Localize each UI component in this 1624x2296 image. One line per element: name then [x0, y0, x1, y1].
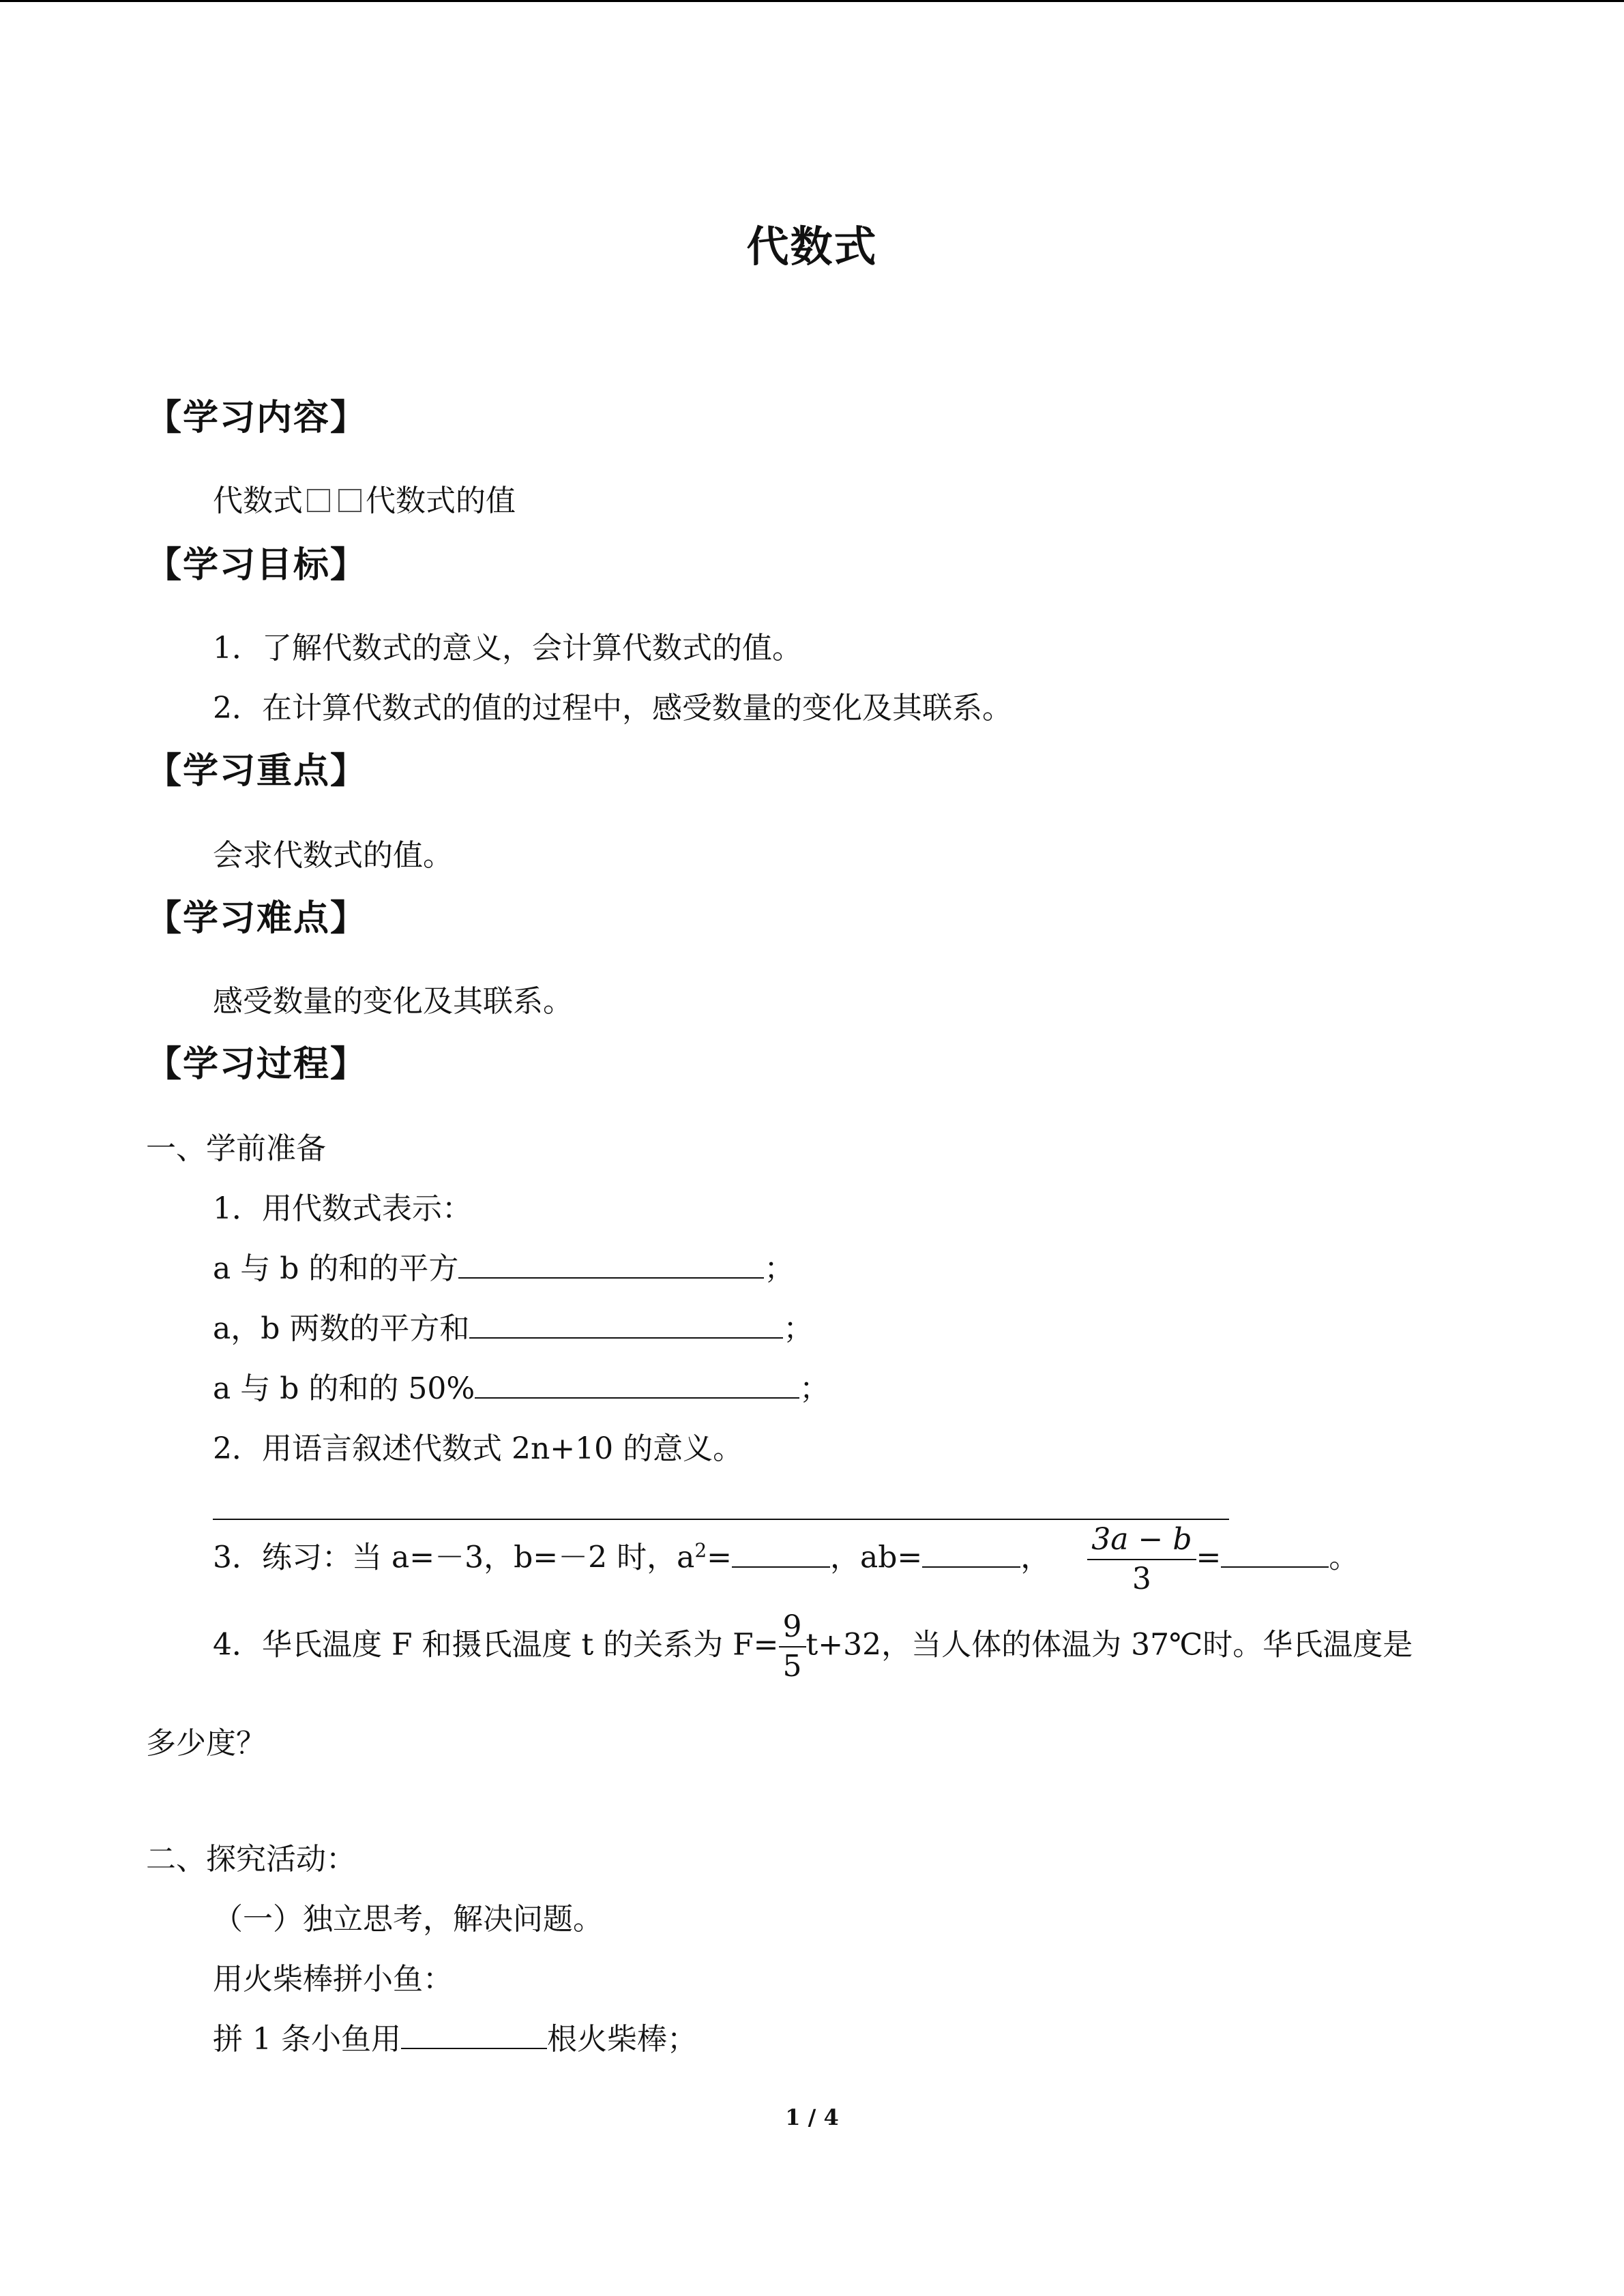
q1b-text: a，b 两数的平方和 — [213, 1311, 470, 1346]
q4-prefix: 4．华氏温度 F 和摄氏温度 t 的关系为 F= — [213, 1627, 779, 1663]
q3-fraction — [1087, 1522, 1196, 1596]
fraction-numerator: 3a − b — [1087, 1525, 1196, 1560]
q3-end: 。 — [1329, 1540, 1359, 1575]
semicolon: ； — [783, 1311, 814, 1346]
part2-line2 — [213, 2014, 697, 2058]
q1b — [213, 1304, 813, 1347]
fraction-denominator: 5 — [782, 1649, 802, 1684]
section-heading-key: 【学习重点】 — [146, 750, 368, 792]
q3 — [213, 1522, 1359, 1596]
q1c-text: a 与 b 的和的 50% — [213, 1371, 475, 1406]
section-heading-process: 【学习过程】 — [146, 1043, 368, 1085]
q1a-text: a 与 b 的和的平方 — [213, 1251, 459, 1286]
part2-line1: 用火柴棒拼小鱼： — [213, 1962, 453, 1997]
answer-blank[interactable] — [475, 1370, 799, 1399]
top-border — [0, 0, 1624, 2]
answer-blank[interactable] — [469, 1310, 783, 1339]
fraction-numerator: 9 — [779, 1612, 806, 1648]
q2: 2．用语言叙述代数式 2n+10 的意义。 — [213, 1431, 743, 1466]
q3-eq: = — [707, 1540, 733, 1575]
q3-sup: 2 — [694, 1538, 707, 1562]
missing-glyph-icon — [307, 489, 330, 512]
goal-1: 1．了解代数式的意义，会计算代数式的值。 — [213, 631, 802, 666]
content-text — [213, 476, 516, 520]
answer-blank[interactable] — [401, 2021, 547, 2049]
q1a — [213, 1244, 794, 1287]
section-heading-goals: 【学习目标】 — [146, 544, 368, 586]
answer-line[interactable] — [213, 1519, 1229, 1520]
missing-glyph-icon — [338, 489, 361, 512]
q3-comma1: ，ab= — [830, 1540, 923, 1575]
part2-sub1: （一）独立思考，解决问题。 — [213, 1902, 603, 1937]
part1-heading: 一、学前准备 — [146, 1131, 326, 1166]
line2-suffix: 根火柴棒； — [546, 2022, 697, 2057]
section-heading-content: 【学习内容】 — [146, 397, 368, 438]
page-title: 代数式 — [746, 222, 878, 271]
fraction-denominator: 3 — [1132, 1562, 1151, 1596]
q3-comma2: ， — [1020, 1540, 1051, 1575]
q4 — [213, 1609, 1413, 1684]
answer-blank[interactable] — [1221, 1539, 1329, 1568]
q4-continuation: 多少度？ — [146, 1726, 266, 1761]
content-text-a: 代数式 — [213, 483, 303, 518]
key-text: 会求代数式的值。 — [213, 838, 453, 873]
difficulty-text: 感受数量的变化及其联系。 — [213, 984, 573, 1019]
q1c — [213, 1364, 829, 1407]
answer-blank[interactable] — [922, 1539, 1020, 1568]
part2-heading: 二、探究活动： — [146, 1842, 356, 1877]
q1: 1．用代数式表示： — [213, 1191, 472, 1226]
semicolon: ； — [799, 1371, 830, 1406]
q3-prefix: 3．练习：当 a=－3，b=－2 时，a — [213, 1540, 695, 1575]
answer-blank[interactable] — [458, 1250, 764, 1279]
q4-suffix: t+32，当人体的体温为 37℃时。华氏温度是 — [806, 1627, 1413, 1663]
content-text-b: 代数式的值 — [366, 483, 516, 518]
section-heading-difficulty: 【学习难点】 — [146, 897, 368, 939]
q3-eq2: = — [1196, 1540, 1222, 1575]
goal-2: 2．在计算代数式的值的过程中，感受数量的变化及其联系。 — [213, 691, 1012, 726]
line2-prefix: 拼 1 条小鱼用 — [213, 2022, 401, 2057]
answer-blank[interactable] — [732, 1539, 830, 1568]
page-number: 1 / 4 — [785, 2104, 839, 2130]
semicolon: ； — [764, 1251, 795, 1286]
q4-fraction — [779, 1609, 806, 1684]
